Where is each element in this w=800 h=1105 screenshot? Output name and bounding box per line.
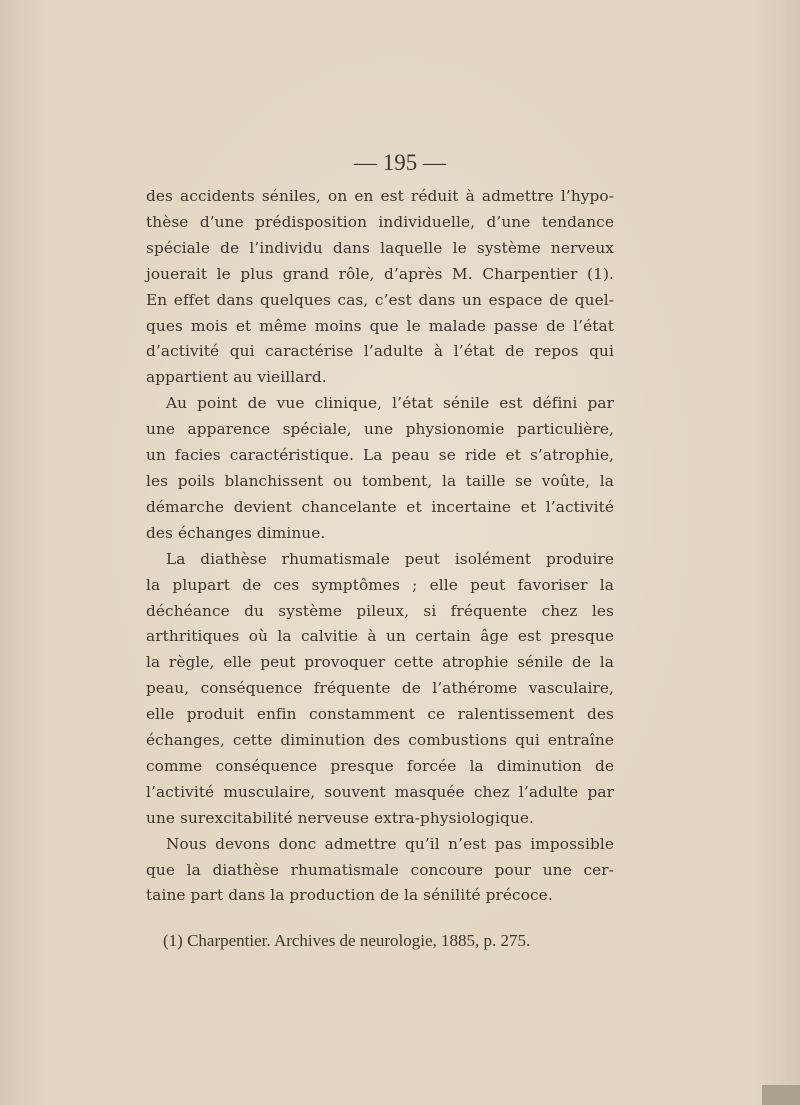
text-line: elle produit enfin constamment ce ralentissement des <box>146 705 614 724</box>
text-line: peau, conséquence fréquente de l’athérome vasculaire, <box>146 679 614 698</box>
text-line: que la diathèse rhumatismale concoure pour une cer- <box>146 860 614 879</box>
text-line: appartient au vieillard. <box>146 368 327 387</box>
page-number: — 195 — <box>354 150 446 175</box>
text-line: En effet dans quelques cas, c’est dans un espace de quel- <box>146 290 614 309</box>
text-line: l’activité musculaire, souvent masquée chez l’adulte par <box>146 782 614 801</box>
text-line: La diathèse rhumatismale peut isolément produire <box>166 549 614 568</box>
text-line: taine part dans la production de la sénilité précoce. <box>146 886 553 905</box>
text-line: déchéance du système pileux, si fréquente chez les <box>146 601 614 620</box>
text-line: une surexcitabilité nerveuse extra-physiologique. <box>146 808 535 827</box>
page-edge-shadow <box>762 1085 800 1105</box>
text-line: comme conséquence presque forcée la diminution de <box>146 756 614 775</box>
footnote: (1) Charpentier. Archives de neurologie, 1885, p. 275. <box>163 931 531 950</box>
text-line: arthritiques où la calvitie à un certain âge est presque <box>146 627 614 646</box>
text-line: thèse d’une prédisposition individuelle, d’une tendance <box>146 212 614 231</box>
paragraph-4 <box>146 832 614 910</box>
text-line: démarche devient chancelante et incertaine et l’activité <box>146 497 614 516</box>
text-line: d’activité qui caractérise l’adulte à l’état de repos qui <box>146 342 614 361</box>
paragraph-1 <box>146 184 614 391</box>
text-line: un facies caractéristique. La peau se ride et s’atrophie, <box>146 446 614 465</box>
text-line: une apparence spéciale, une physionomie particulière, <box>146 420 614 439</box>
text-line: la règle, elle peut provoquer cette atrophie sénile de la <box>146 653 614 672</box>
text-line: des échanges diminue. <box>146 523 326 542</box>
text-line: spéciale de l’individu dans laquelle le système nerveux <box>146 238 614 257</box>
text-line: Au point de vue clinique, l’état sénile est défini par <box>166 394 614 413</box>
text-line: ques mois et même moins que le malade passe de l’état <box>146 316 614 335</box>
text-line: la plupart de ces symptômes ; elle peut favoriser la <box>146 575 614 594</box>
text-line: échanges, cette diminution des combustions qui entraîne <box>146 731 614 750</box>
text-line: Nous devons donc admettre qu’il n’est pas impossible <box>166 834 614 853</box>
text-line: des accidents séniles, on en est réduit à admettre l’hypo- <box>146 187 614 205</box>
text-line: les poils blanchissent ou tombent, la taille se voûte, la <box>146 471 614 490</box>
text-line: jouerait le plus grand rôle, d’après M. Charpentier (1). <box>146 264 614 283</box>
paragraph-3 <box>146 547 614 832</box>
body-text <box>146 184 614 909</box>
paragraph-2 <box>146 391 614 546</box>
